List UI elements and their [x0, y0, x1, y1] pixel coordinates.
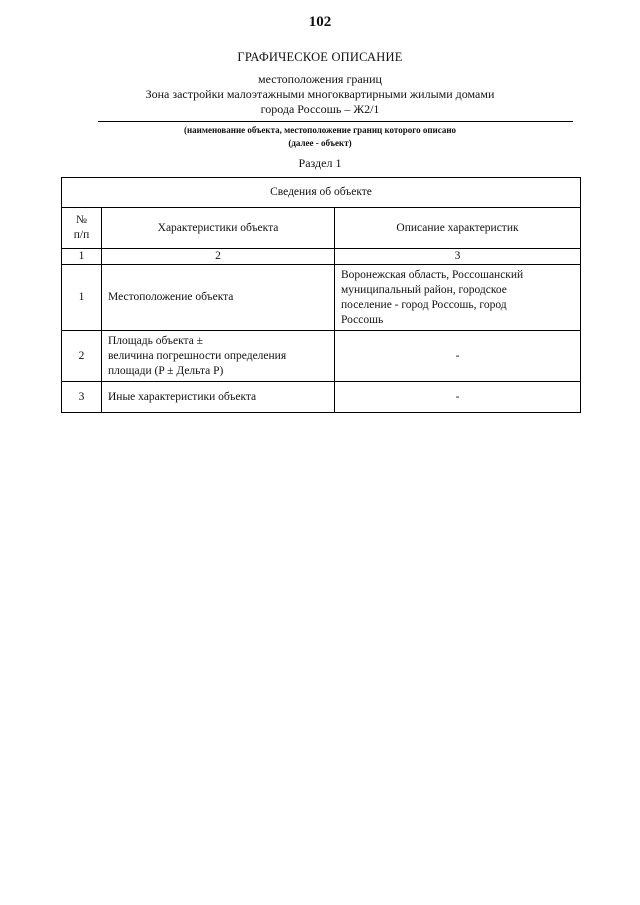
row-number: 1	[62, 265, 102, 331]
row-number: 3	[62, 382, 102, 413]
row-number: 2	[62, 331, 102, 382]
table-row	[62, 265, 581, 331]
header-characteristics: Характеристики объекта	[102, 208, 335, 249]
characteristic-line: площади (P ± Дельта P)	[108, 364, 224, 377]
subtitle-line: города Россошь – Ж2/1	[260, 102, 380, 116]
description-line: Россошь	[341, 313, 384, 326]
header-description: Описание характеристик	[335, 208, 581, 249]
header-number	[62, 208, 102, 249]
underline-rule	[98, 121, 573, 122]
document-subtitle	[0, 72, 640, 117]
header-number-line1: №	[76, 214, 87, 226]
row-characteristic: Местоположение объекта	[102, 265, 335, 331]
description-line: Воронежская область, Россошанский	[341, 268, 524, 281]
table-row	[62, 331, 581, 382]
note-line: (далее - объект)	[288, 138, 352, 148]
description-line: поселение - город Россошь, город	[341, 298, 507, 311]
characteristic-line: Площадь объекта ±	[108, 334, 203, 347]
table-row	[62, 382, 581, 413]
description-line: муниципальный район, городское	[341, 283, 507, 296]
index-cell: 3	[335, 249, 581, 265]
subtitle-line: местоположения границ	[258, 72, 382, 86]
document-title: ГРАФИЧЕСКОЕ ОПИСАНИЕ	[237, 50, 403, 64]
table-caption: Сведения об объекте	[62, 178, 581, 208]
page-number: 102	[308, 14, 332, 30]
index-cell: 2	[102, 249, 335, 265]
section-heading: Раздел 1	[298, 156, 342, 170]
object-note	[0, 124, 640, 150]
row-description: -	[335, 331, 581, 382]
row-characteristic: Иные характеристики объекта	[102, 382, 335, 413]
index-cell: 1	[62, 249, 102, 265]
object-info-table	[61, 177, 581, 413]
characteristic-line: величина погрешности определения	[108, 349, 287, 362]
row-characteristic	[102, 331, 335, 382]
row-description	[335, 265, 581, 331]
header-number-line2: п/п	[73, 229, 90, 241]
subtitle-line: Зона застройки малоэтажными многоквартирными жилыми домами	[145, 87, 495, 101]
row-description: -	[335, 382, 581, 413]
note-line: (наименование объекта, местоположение границ которого описано	[183, 125, 457, 135]
